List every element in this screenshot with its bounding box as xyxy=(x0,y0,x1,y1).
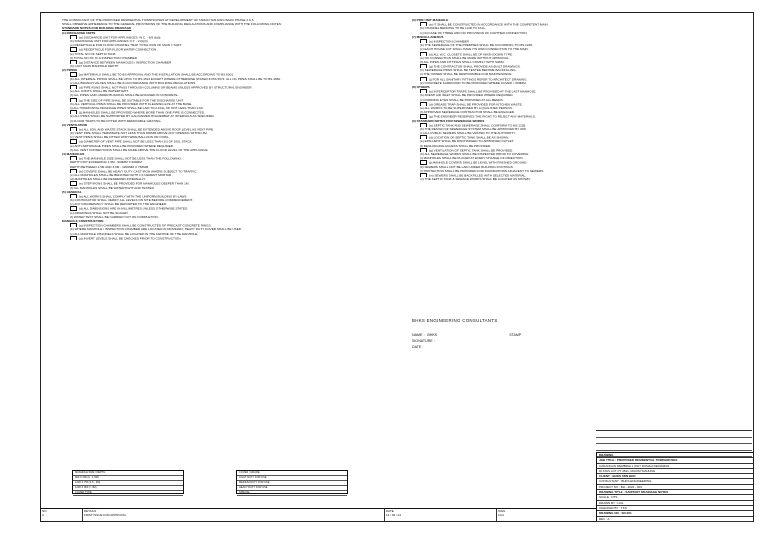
table-row: MEDIUM DUTY FOR USE xyxy=(237,481,347,486)
note-text: (d) PIPE RUNS SHALL NOT PASS THROUGH COLUMNS OR BEAMS UNLESS APPROVED BY STRUCTURAL ENGINEER. xyxy=(79,85,253,90)
note-text: (a) INSPECTION CHAMBER xyxy=(429,39,469,44)
table-row: 1200 X 750 (1.5 - 3M) xyxy=(73,481,183,486)
date-label: DATE xyxy=(412,345,422,349)
note-text: (a) INSPECTION CHAMBERS SHALL BE CONSTRUCTED OF PRECAST CONCRETE RINGS. xyxy=(79,223,212,228)
table-row: 1200 X 900 (> 3M) xyxy=(73,486,183,491)
consultant: CONSULTANT : BHKS ENGINEERING xyxy=(597,479,753,484)
note-text: (h) ALL SEWERAGE WORKS SHALL BE INSPECTED PRIOR TO COVERING. xyxy=(420,152,530,156)
note-text: (c) EACH HOUSE LOT SHALL HAVE ITS OWN CONNECTION TO THE MAIN. xyxy=(420,47,529,52)
note-text: (f) ALL PIPES AND FITTINGS SHALL COMPLY WITH SIRIM. xyxy=(420,59,505,64)
section-heading: (8) OTHERS xyxy=(412,85,430,89)
section-heading: (7) MISCELLANEOUS xyxy=(412,34,444,39)
note-text: (f) ALL PIPES LAID UNDER BUILDING SHALL BE ENCASED IN CONCRETE. xyxy=(70,93,179,98)
note-text: (d) INVERT LEVELS SHALL BE CHECKED PRIOR TO CONSTRUCTION. xyxy=(79,236,182,240)
note-text: (e) DRAWINGS SHALL NOT BE SCALED. xyxy=(70,210,129,215)
rev-value-details: FIRST ISSUE FOR APPROVAL xyxy=(84,513,127,517)
note-text: (n) THE SEPTIC TANK & SEWAGE WORKS SHALL BE LOCATED AS SHOWN. xyxy=(420,177,531,182)
note-text: (f) DESLUDGING ACCESS SHALL BE PROVIDED. xyxy=(420,143,492,148)
note-text: (h) LAST MAIN MANHOLE DEPTH xyxy=(70,64,119,69)
rev-header-details: DETAILS xyxy=(84,509,97,513)
note-text: (d) DIAMETER OF VENT PIPE SHALL NOT BE LESS THAN 2/3 OF SOIL STACK. xyxy=(79,139,193,144)
note-text: (e) ALL JOINTS SHALL BE WATERTIGHT. xyxy=(70,89,129,94)
intro-line: THE CONSULTANT OF THE PROPOSED RESIDENTIAL TOWNHOUSES AT DEVELOPMENT OF TAMAN TANJUNG BARU PHASE 4 & 5 xyxy=(62,18,254,22)
manhole-size-table xyxy=(72,470,184,494)
table-row: 900 X 600 (0 - 1.5M) xyxy=(73,476,183,481)
job-description-2: DI ATAS LOT PT 4521, MUKIM TANJUNG xyxy=(597,469,753,474)
note-text: (a) SEPTIC TANK AND SEWERAGE SHALL CONFORM TO MS 1228. xyxy=(429,123,527,127)
rev-sign-cell xyxy=(496,509,594,521)
note-text: (c) ALL BRANCH VALVES SHALL BE IN ACCORDANCE WITH BUILDING REGULATIONS. xyxy=(70,80,197,85)
note-text: (k) CONCRETE SURROUND TO BE PROVIDED WHERE COVER < 600MM. xyxy=(420,80,527,85)
note-text: (e) STEP IRONS SHALL BE PROVIDED FOR MANHOLES DEEPER THAN 1M. xyxy=(79,181,190,186)
note-text: (i) THE OWNER SHALL BE RESPONSIBLE FOR MAINTENANCE. xyxy=(420,72,513,77)
note-text: (d) ALL DIMENSIONS ARE IN MILLIMETRES UNLESS OTHERWISE STATED. xyxy=(79,206,189,211)
note-text: (b) FRESH AIR INLET SHALL BE PROVIDED WHERE REQUIRED. xyxy=(420,93,514,98)
note-text: (e) ALL WORKS TO BE SUPERVISED BY A QUALIFIED PERSON. xyxy=(420,105,513,110)
note-text: DEPTH NOT EXCEEDING 1.5M - 900MM X 600MM xyxy=(70,160,142,165)
rev-header-sign: SIGN xyxy=(498,509,506,513)
note-text: (b) DISCHARGE UNIT FOR APPLIANCES: F.T. - 2 (b)(ii) xyxy=(70,38,148,43)
note-text: (a) INTERCEPTOR TRAPS SHALL BE PROVIDED AT THE LAST MANHOLE. xyxy=(429,89,537,94)
note-text: (a) MATERIALS SHALL BE TO BS APPROVAL AND THE INSTALLATION SHALL BE ACCORDING TO BS 8301. xyxy=(79,72,234,77)
note-text: (b) CONTRACTOR SHALL VERIFY ALL LEVELS ON SITE BEFORE COMMENCEMENT. xyxy=(70,198,193,203)
section-heading: (6) PIPE UNIT MANHOLE xyxy=(412,18,449,22)
note-text: (j) MANHOLE COVERS SHALL BE LEVEL WITH FINISHED GROUND. xyxy=(429,160,528,165)
section-heading: (3) VENTILATION xyxy=(62,122,88,127)
note-text: (a) THE MANHOLE SIZE SHALL NOT BE LESS THAN THE FOLLOWING: xyxy=(79,156,182,161)
note-text: (c) VENT PIPES SHALL BE FITTED WITH WIRE BALLOON OR COWL. xyxy=(70,135,170,140)
note-text: (d) RECEPTACLE FOR FLOOR WATER CONNECTION xyxy=(79,47,157,52)
note-text: (a) DISCHARGE UNIT FOR APPLIANCES: W.C. - 6/9 (b)(i) xyxy=(79,35,161,39)
section-heading: (5) GENERAL xyxy=(62,189,82,194)
drawing-number: DRAWING NO : SD-001 xyxy=(597,511,753,516)
table-row: MANHOLE SIZE / DEPTH xyxy=(73,471,183,476)
note-text: (a) IT SHALL BE CONSTRUCTED IN ACCORDANCE WITH THE COMPETENT MAIN. xyxy=(429,22,549,27)
note-text: (c) RODDING EYES SHALL BE PROVIDED AT ALL BENDS. xyxy=(420,97,504,102)
scale: SCALE : NTS xyxy=(597,495,753,500)
name-label: NAME xyxy=(412,333,423,337)
note-text: (c) ALL MANHOLES SHALL BE BENCHED WITH 1:3 CEMENT MORTAR. xyxy=(70,172,173,177)
section-heading: (4) MANHOLES xyxy=(62,152,85,156)
note-text: (g) VENTILATION OF SEPTIC TANK SHALL BE PROVIDED. xyxy=(429,148,514,152)
note-text: (a) ALL SOIL AND WASTE STACK SHALL BE EXTENDED ABOVE ROOF LEVEL AS VENT PIPE. xyxy=(79,127,214,132)
rev-value-sign: LKH xyxy=(498,513,504,517)
revision: REV : A xyxy=(597,517,753,522)
job-description: CADANGAN MEMBINA 1 UNIT RUMAH KEDIAMAN xyxy=(597,464,753,469)
note-text: (a) ALL WORKS SHALL COMPLY WITH THE UNIFORM BUILDING BY-LAWS. xyxy=(79,194,188,199)
note-text: (h) SEWERAGE PIPES SHALL BE TESTED BEFORE BACKFILLING. xyxy=(420,68,517,73)
note-text: (b) THE DESIGN OF SEWERAGE SYSTEM SHALL BE APPROVED BY IWK. xyxy=(420,126,527,131)
section-heading: (2) PIPING xyxy=(62,68,78,73)
note-text: (g) THE SIZE OF PIPE SHALL BE SUITABLE FOR THE DISCHARGE UNIT. xyxy=(79,97,184,102)
note-text: (c) ALL MANHOLE CHANNELS SHALL BE LOCATED IN THE CENTRE OF THE MANHOLE. xyxy=(70,231,199,236)
notes-left-column xyxy=(62,18,392,468)
rev-no-cell xyxy=(40,509,83,521)
rev-value-no: A xyxy=(42,513,45,517)
section-heading: (1) DISCHARGE UNITS xyxy=(62,30,96,35)
note-text: (e) NO CONNECTION SHALL BE MADE WITHOUT APPROVAL. xyxy=(420,55,510,60)
intro-line: SHALL OBSERVE ADHERENCE TO THE GENERAL PROVISIONS OF THE BUILDING REGULATIONS AND COMPLIANCE WITH THE FOLLOWING NOTES: xyxy=(62,22,282,27)
note-text: (d) MANHOLES SHALL BE RENDERED INTERNALLY. xyxy=(70,177,146,182)
rev-header-date: DATE xyxy=(386,509,394,513)
consultant-firm-name: BHKS ENGINEERING CONSULTANTS xyxy=(412,318,498,323)
note-text: (f) ALL MANHOLES SHALL BE WATERTIGHT AND TESTED. xyxy=(70,185,155,190)
checkbox-icon xyxy=(420,114,427,118)
note-text: (c) ALL PUBLIC SEWERS SHALL BE VESTED TO THE AUTHORITY. xyxy=(420,131,516,136)
note-text: (f) TOTAL NO OF IC & INSPECTION CHAMBER xyxy=(70,55,137,60)
revision-table xyxy=(40,508,596,521)
signature-label: SIGNATURE xyxy=(412,339,433,343)
note-text: (h) ALL VERTICAL PIPES SHALL BE PROVIDED WITH CLEANING EYE AT THE BASE. xyxy=(70,101,193,106)
note-text: (c) IN CASE OF THREE AND NO PROVISION OF FURTHER CONNECTION. xyxy=(420,30,528,35)
note-text: (b) CHANNEL BEDDING TO BE LAID TO FALL. xyxy=(420,26,487,31)
note-text: (m) SEWERS SHALL BE BACKFILLED WITH SELECTED MATERIAL. xyxy=(429,173,527,178)
note-text: (l) FLOOR TRAPS TO BE FITTED WITH REMOVABLE GRATING. xyxy=(70,118,162,123)
note-text: (b) THE SEWERAGE OF THE PREMISES SHALL BE ACCORDING TO MS 1228. xyxy=(420,43,533,48)
note-text: (k) ALL PIPES SHALL BE SUPPORTED BY GALVANIZED HOLDERBAT AT INTERVALS AS SPECIFIED. xyxy=(70,114,215,119)
note-text: (f) APPROVED SEWERAGE CONTRACTOR SHALL BE ENGAGED. xyxy=(420,110,515,115)
signature-block: BHKS ENGINEERING CONSULTANTS NAME : BHKS STAMP SIGNATURE : DATE : xyxy=(412,318,522,349)
note-text: (l) PROTECTION SHALL BE PROVIDED FOR FOUNDATIONS ADJACENT TO SEWERS. xyxy=(420,168,545,173)
note-text: (c) ANY DISCREPANCY SHALL BE REPORTED TO THE ENGINEER. xyxy=(70,202,167,207)
client: CLIENT : BHKS SDN BHD xyxy=(597,474,753,479)
section-heading: (9) STANDARD NOTES FOR SEWERAGE WORKS xyxy=(412,118,485,123)
section-heading: MANHOLE CONSTRUCTION xyxy=(62,219,104,223)
note-text: (f) WATER TEST SHALL BE CARRIED OUT ON COMPLETION. xyxy=(70,214,159,219)
note-text: (k) SEWERS SHALL NOT BE LAID UNDER BUILDING FOOTINGS. xyxy=(420,164,514,169)
rev-value-date: 12 / 03 / 24 xyxy=(386,513,402,517)
name-value: BHKS xyxy=(427,333,438,337)
drawing-label: DRAWING xyxy=(597,453,753,458)
revision-history-lines xyxy=(596,430,752,453)
table-row: HEAVY DUTY FOR USE xyxy=(237,486,347,491)
note-text: (e) EFFLUENT SHALL BE DISCHARGED TO APPROVED OUTLET. xyxy=(420,139,515,144)
cover-grade-table xyxy=(236,470,348,494)
note-text: (j) FOR ALL SANITARY FITTINGS REFER TO ARCHITECT DRAWING. xyxy=(429,76,528,81)
note-line xyxy=(412,177,652,181)
rev-details-cell xyxy=(82,509,385,521)
note-text: (j) MANHOLES SHALL BE PROVIDED WHERE MORE THAN ONE PIPE IS CONNECTED. xyxy=(79,110,205,115)
note-text: (f) ALL VENT CONNECTIONS SHALL BE MADE ABOVE THE FLOOD LEVEL OF THE APPLIANCE. xyxy=(70,147,209,152)
notes-heading: STANDARD NOTES FOR BUILDING DRAINAGE xyxy=(62,26,132,31)
note-text: (g) DISTANCE BETWEEN MANHOLES / INSPECTION CHAMBER xyxy=(79,60,172,65)
note-text: (b) WHERE MANHOLE / INSPECTION CHAMBER ARE LOCATED IN DRIVEWAY, HEAVY DUTY COVER SHALL BE USED. xyxy=(70,227,242,232)
rev-date-cell xyxy=(384,509,497,521)
note-text: (e) TOTAL NO OF SEPTIC TANK xyxy=(70,51,116,56)
note-text: (d) GREASE TRAP SHALL BE PROVIDED FOR KITCHEN WASTE. xyxy=(429,102,523,106)
note-text: (b) VENT PIPE SHALL TERMINATE NOT LESS THAN 900MM ABOVE ANY OPENING WITHIN 3M. xyxy=(70,131,208,136)
note-text: DEPTH BETWEEN 1.5M AND 3.0M - 1200MM X 750MM xyxy=(70,164,149,169)
note-text: (g) THE CONTRACTOR SHALL PROVIDE AS-BUILT DRAWINGS. xyxy=(429,64,521,69)
note-text: (b) ALL INTERNAL PIPING SHALL BE UPVC TO BS 4514 EXCEPT WHERE OTHERWISE STATED IN BS 5572. ALL UG PIPES SHALL BE TO BS 4660. xyxy=(70,76,281,81)
table-row: COVER / GRADE xyxy=(237,471,347,476)
note-text: (b) COVERS SHALL BE HEAVY DUTY CAST IRON WHERE SUBJECT TO TRAFFIC. xyxy=(79,169,198,173)
drawn-by: DRAWN BY : LKH xyxy=(597,501,753,506)
table-row: LIGHT DUTY FOR USE xyxy=(237,476,347,481)
note-text: (d) ALL W.C. CLOSETS SHALL BE OF WASH DOWN TYPE. xyxy=(429,51,513,56)
rev-header-no: NO xyxy=(42,509,47,513)
checkbox-icon xyxy=(70,236,77,240)
note-text: (g) THE ENGINEER RESERVES THE RIGHT TO REJECT ANY MATERIALS. xyxy=(429,114,536,119)
job-title: JOB TITLE : PROPOSED RESIDENTIAL TOWNHOUSES xyxy=(597,458,753,463)
drawing-title: DRAWING TITLE : SANITARY DRAINAGE NOTES xyxy=(597,490,753,495)
stamp-label: STAMP xyxy=(509,333,522,337)
table-row: COVER TYPE xyxy=(73,491,183,496)
note-line xyxy=(62,236,392,240)
table-row: SPECIAL xyxy=(237,491,347,496)
checked-by: CHECKED BY : TKS xyxy=(597,506,753,511)
notes-right-column xyxy=(412,18,652,318)
note-text: (i) MANHOLES SHALL BE PLACED AT EVERY CHANGE OF DIRECTION. xyxy=(420,156,524,161)
note-text: (c) RECEPTACLE FOR FLOOR CHANNEL TRAP TOTAL RUN OF MAIN = SQFT xyxy=(70,43,182,48)
note-text: (e) ANTI-SIPHONAGE PIPES SHALL BE PROVIDED WHERE REQUIRED. xyxy=(70,143,174,148)
project-number: PROJECT NO : BH - 2024 - 003 xyxy=(597,485,753,490)
note-text: (i) ALL HORIZONTAL DRAINAGE PIPES SHALL BE LAID TO A FALL OF NOT LESS THAN 1:60. xyxy=(70,105,204,110)
title-block xyxy=(596,452,753,521)
note-text: (d) LOCATION OF SEPTIC TANK SHALL BE AS SHOWN. xyxy=(429,135,510,140)
